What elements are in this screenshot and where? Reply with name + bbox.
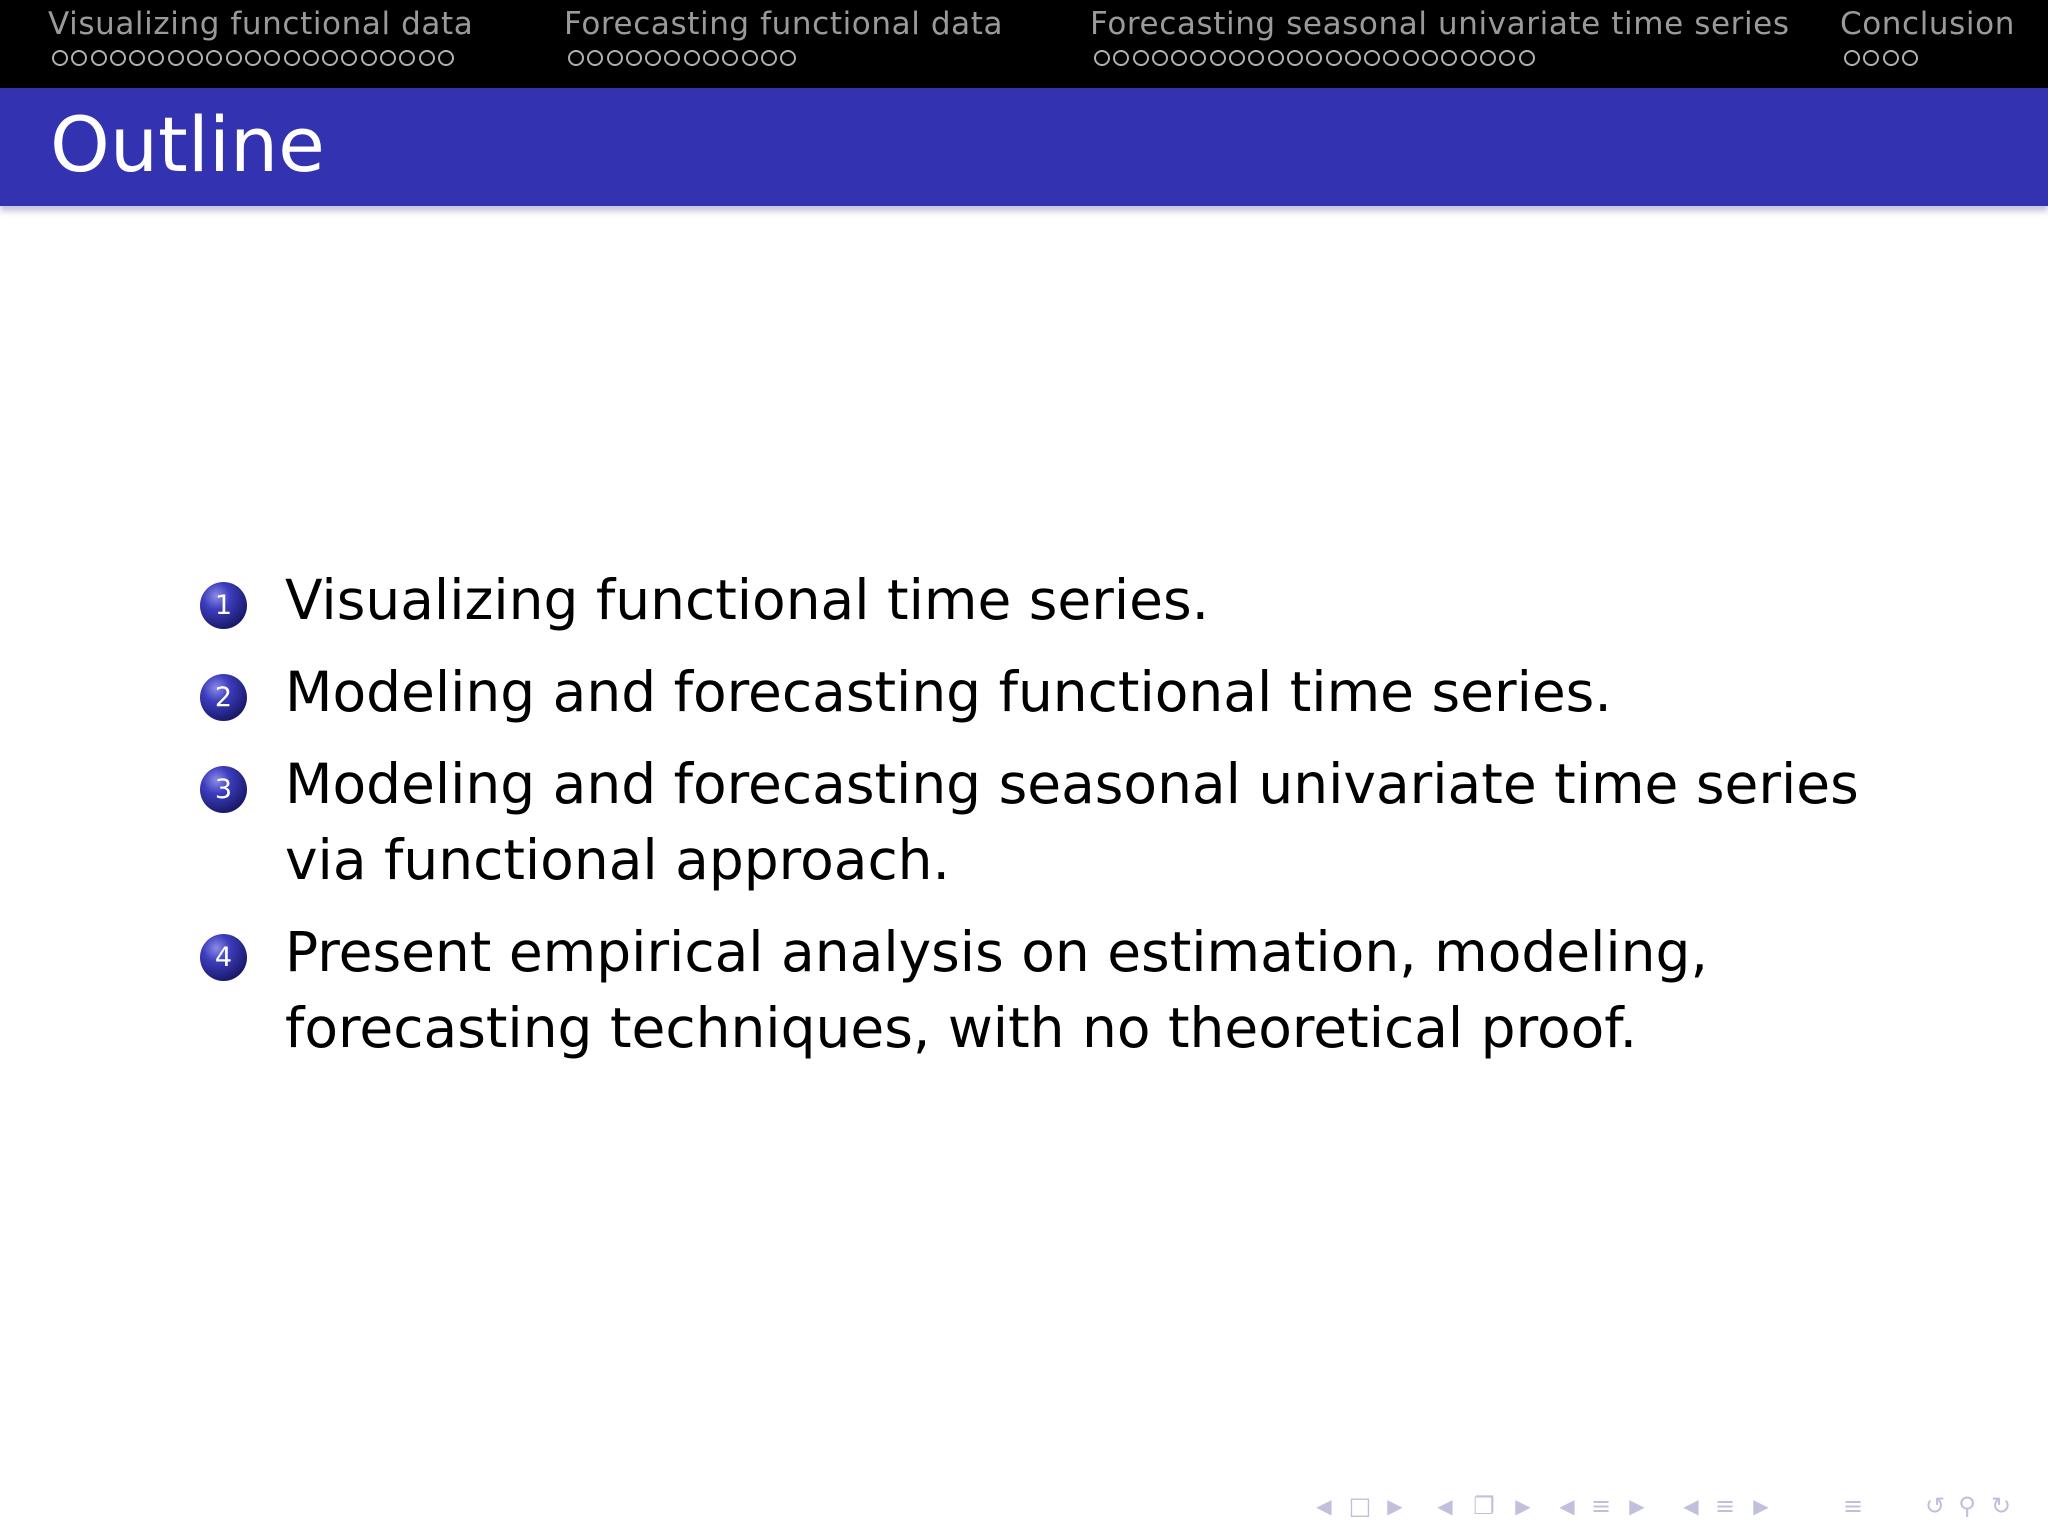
frame-dot-icon[interactable] [1519,50,1535,66]
arrow-right-icon[interactable]: ▶ [1753,1494,1769,1518]
arrow-right-icon[interactable]: ▶ [1629,1494,1645,1518]
frame-dot-icon[interactable] [587,50,603,66]
arrow-left-icon[interactable]: ◀ [1437,1494,1453,1518]
frame-dot-icon[interactable] [187,50,203,66]
frame-dot-icon[interactable] [1113,50,1129,66]
nav-frame-dots[interactable] [1844,50,1921,72]
frame-dot-icon[interactable] [1229,50,1245,66]
frame-dot-icon[interactable] [419,50,435,66]
frame-dot-icon[interactable] [703,50,719,66]
frame-dot-icon[interactable] [206,50,222,66]
beamer-navigation-symbols [1310,1488,2030,1524]
frame-dot-icon[interactable] [399,50,415,66]
frame-dot-icon[interactable] [1133,50,1149,66]
frame-dot-icon[interactable] [284,50,300,66]
arrow-left-icon[interactable]: ◀ [1559,1494,1575,1518]
frame-dot-icon[interactable] [684,50,700,66]
frame-dot-icon[interactable] [361,50,377,66]
forward-icon[interactable]: ↻ [1990,1492,2012,1520]
nav-frame-dots[interactable] [568,50,800,72]
frame-dot-icon[interactable] [645,50,661,66]
frame-dot-icon[interactable] [568,50,584,66]
nav-section-title[interactable]: Conclusion [1840,6,2015,42]
section-icon[interactable]: ≡ [1590,1492,1612,1520]
frame-dot-icon[interactable] [148,50,164,66]
frame-dot-icon[interactable] [1094,50,1110,66]
frame-dot-icon[interactable] [264,50,280,66]
frame-dot-icon[interactable] [761,50,777,66]
outline-list [200,562,1900,1082]
frame-dot-icon[interactable] [1152,50,1168,66]
frame-dot-icon[interactable] [71,50,87,66]
nav-frame-dots[interactable] [1094,50,1538,72]
nav-section-title[interactable]: Forecasting functional data [564,6,1004,42]
enumerate-ball-icon: 3 [200,766,247,813]
outline-item [200,654,1900,730]
arrow-left-icon[interactable]: ◀ [1683,1494,1699,1518]
frame-dot-icon[interactable] [52,50,68,66]
enumerate-ball-icon: 1 [200,582,247,629]
frame-icon[interactable]: □ [1348,1492,1372,1520]
outline-item-text: Modeling and forecasting seasonal univariate time series via functional approach. [285,752,1859,892]
frame-dot-icon[interactable] [1499,50,1515,66]
frame-dot-icon[interactable] [742,50,758,66]
frame-dot-icon[interactable] [664,50,680,66]
frame-dot-icon[interactable] [168,50,184,66]
outline-item [200,562,1900,638]
presentation-icon[interactable]: ≡ [1714,1492,1736,1520]
frame-dot-icon[interactable] [1326,50,1342,66]
back-icon[interactable]: ↺ [1924,1492,1946,1520]
frame-dot-icon[interactable] [1190,50,1206,66]
frame-dot-icon[interactable] [1461,50,1477,66]
frame-dot-icon[interactable] [1383,50,1399,66]
outline-item-text: Visualizing functional time series. [285,568,1210,632]
search-icon[interactable]: ⚲ [1958,1492,1976,1520]
nav-section-title[interactable]: Visualizing functional data [48,6,474,42]
frame-dot-icon[interactable] [607,50,623,66]
frame-dot-icon[interactable] [626,50,642,66]
arrow-right-icon[interactable]: ▶ [1387,1494,1403,1518]
section-navigation-bar [0,0,2048,88]
frame-title: Outline [50,100,325,189]
enumerate-ball-icon: 2 [200,674,247,721]
arrow-left-icon[interactable]: ◀ [1316,1494,1332,1518]
frame-dot-icon[interactable] [245,50,261,66]
frame-dot-icon[interactable] [322,50,338,66]
frame-dot-icon[interactable] [380,50,396,66]
frame-dot-icon[interactable] [438,50,454,66]
frame-dot-icon[interactable] [1403,50,1419,66]
frame-dot-icon[interactable] [129,50,145,66]
outline-item-text: Present empirical analysis on estimation, modeling, forecasting techniques, with no theoretical proof. [285,920,1708,1060]
frame-dot-icon[interactable] [1364,50,1380,66]
frame-dot-icon[interactable] [341,50,357,66]
frame-dot-icon[interactable] [722,50,738,66]
frame-dot-icon[interactable] [1171,50,1187,66]
frame-dot-icon[interactable] [303,50,319,66]
enumerate-ball-icon: 4 [200,934,247,981]
outline-item [200,746,1900,898]
frame-dot-icon[interactable] [1844,50,1860,66]
subsection-icon[interactable]: ❐ [1473,1492,1495,1520]
frame-dot-icon[interactable] [780,50,796,66]
frame-dot-icon[interactable] [1248,50,1264,66]
frame-dot-icon[interactable] [1902,50,1918,66]
frame-dot-icon[interactable] [1863,50,1879,66]
frame-dot-icon[interactable] [1345,50,1361,66]
frame-dot-icon[interactable] [1422,50,1438,66]
frame-dot-icon[interactable] [1210,50,1226,66]
frame-dot-icon[interactable] [110,50,126,66]
nav-section-title[interactable]: Forecasting seasonal univariate time series [1090,6,1790,42]
align-icon[interactable]: ≡ [1842,1492,1864,1520]
frame-title-bar [0,88,2048,206]
frame-dot-icon[interactable] [1883,50,1899,66]
frame-dot-icon[interactable] [1268,50,1284,66]
frame-dot-icon[interactable] [1480,50,1496,66]
frame-dot-icon[interactable] [1306,50,1322,66]
frame-dot-icon[interactable] [226,50,242,66]
frame-dot-icon[interactable] [1441,50,1457,66]
frame-dot-icon[interactable] [91,50,107,66]
nav-frame-dots[interactable] [52,50,457,72]
arrow-right-icon[interactable]: ▶ [1515,1494,1531,1518]
outline-item-text: Modeling and forecasting functional time series. [285,660,1612,724]
outline-item [200,914,1900,1066]
frame-dot-icon[interactable] [1287,50,1303,66]
